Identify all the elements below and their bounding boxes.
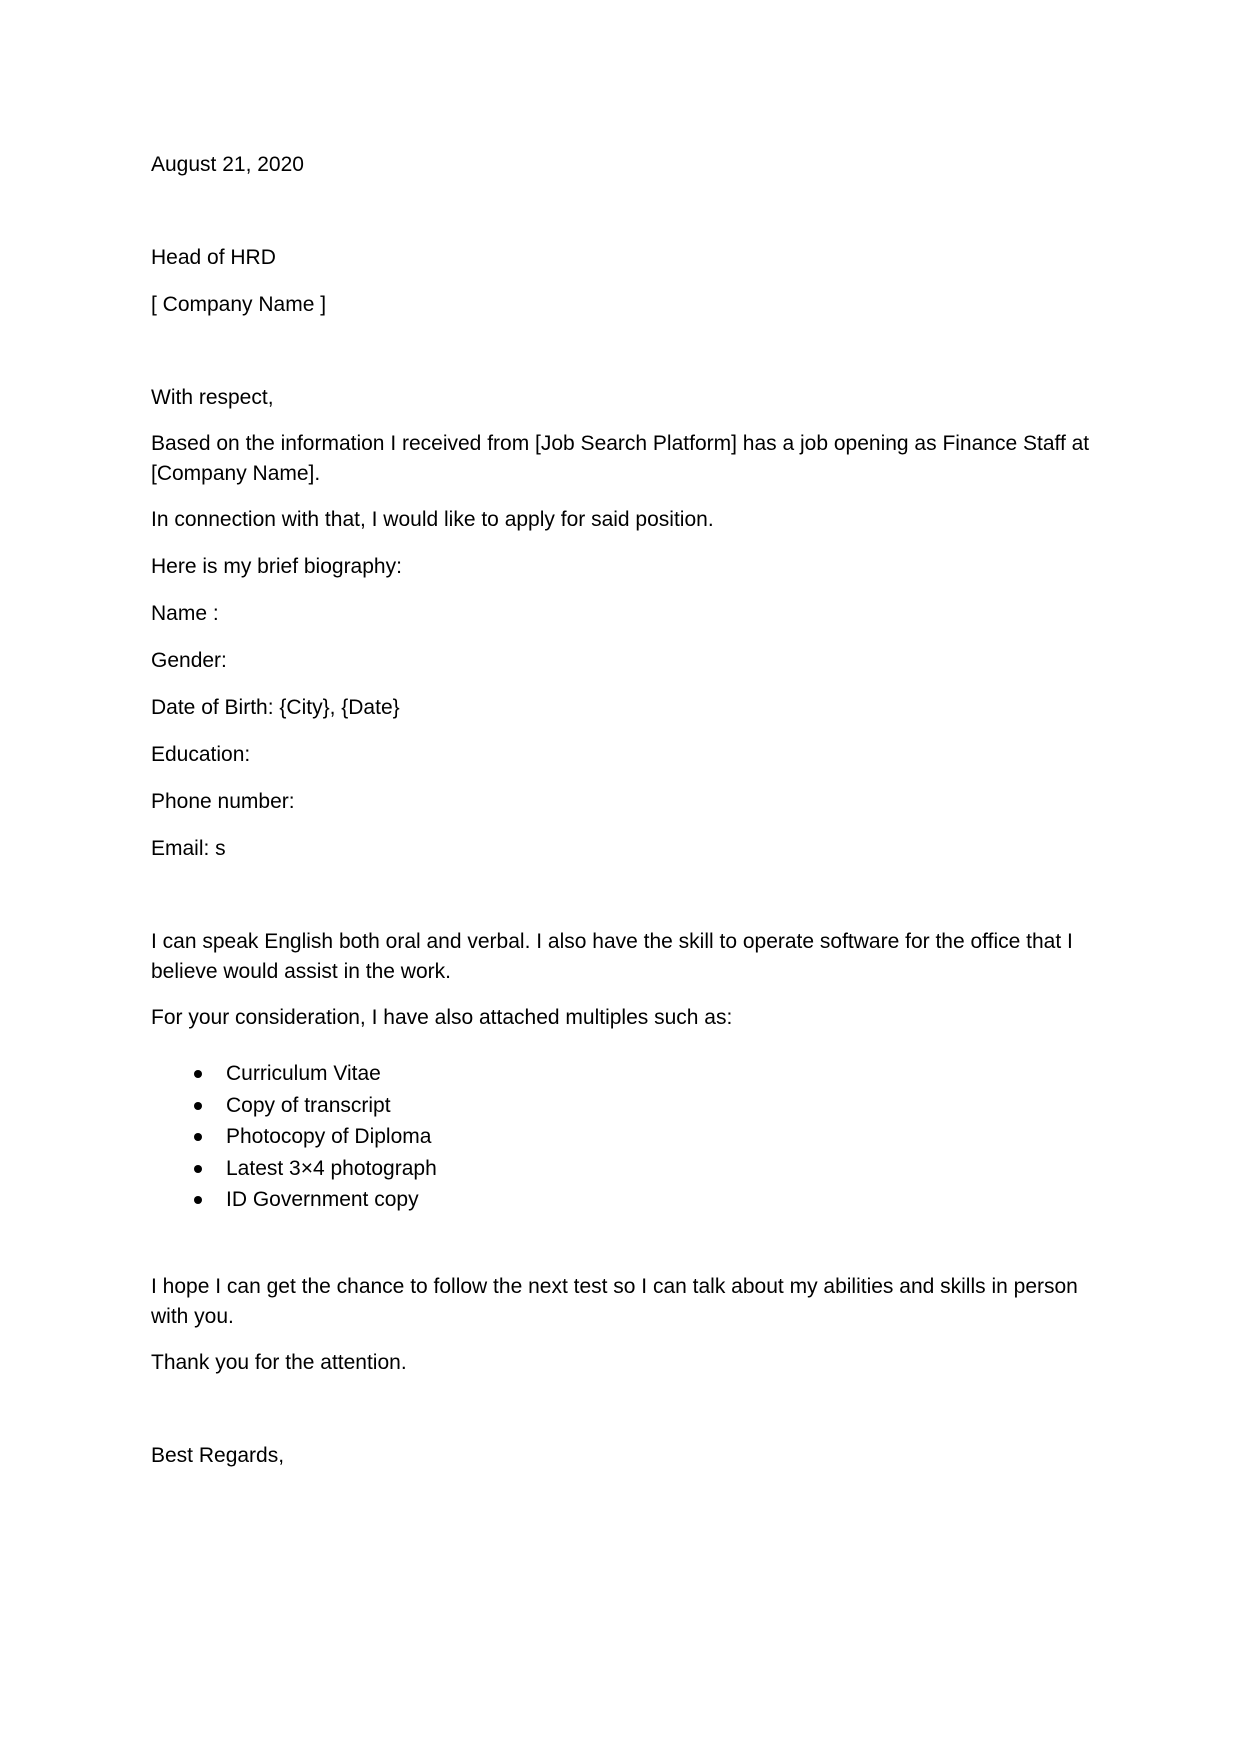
recipient-company: [ Company Name ]	[151, 293, 327, 316]
skills-paragraph: I can speak English both oral and verbal. I also have the skill to operate software for the office that I believe would assist in the work.	[151, 930, 1073, 983]
bullet-icon	[194, 1102, 202, 1110]
closing-paragraph: I hope I can get the chance to follow the next test so I can talk about my abilities and skills in person with you.	[151, 1275, 1078, 1328]
attachment-label: Latest 3×4 photograph	[226, 1156, 437, 1180]
bullet-icon	[194, 1133, 202, 1141]
list-item	[151, 1058, 437, 1090]
salutation: With respect,	[151, 386, 274, 409]
letter-date: August 21, 2020	[151, 153, 304, 176]
sign-off: Best Regards,	[151, 1444, 285, 1467]
recipient-title: Head of HRD	[151, 246, 276, 269]
bio-email: Email: s	[151, 837, 226, 860]
bullet-icon	[194, 1165, 202, 1173]
list-item	[151, 1184, 437, 1216]
list-item	[151, 1121, 437, 1153]
bullet-icon	[194, 1196, 202, 1204]
attachment-label: ID Government copy	[226, 1188, 419, 1211]
bio-intro: Here is my brief biography:	[151, 555, 402, 578]
bio-phone: Phone number:	[151, 790, 295, 813]
attachment-label: Photocopy of Diploma	[226, 1125, 432, 1148]
attachment-label: Copy of transcript	[226, 1093, 391, 1117]
attachment-label: Curriculum Vitae	[226, 1062, 381, 1085]
list-item	[151, 1153, 437, 1185]
intro-paragraph: Based on the information I received from [Job Search Platform] has a job opening as Finance Staff at [Company Name].	[151, 432, 1090, 485]
thanks-line: Thank you for the attention.	[151, 1351, 407, 1374]
bullet-icon	[194, 1070, 202, 1078]
bio-date-of-birth: Date of Birth: {City}, {Date}	[151, 696, 400, 719]
attachments-list	[151, 1058, 437, 1216]
apply-line: In connection with that, I would like to apply for said position.	[151, 508, 714, 531]
attachments-intro: For your consideration, I have also attached multiples such as:	[151, 1006, 733, 1029]
bio-education: Education:	[151, 743, 251, 766]
list-item	[151, 1090, 437, 1122]
bio-gender: Gender:	[151, 649, 227, 672]
bio-name: Name :	[151, 602, 219, 625]
